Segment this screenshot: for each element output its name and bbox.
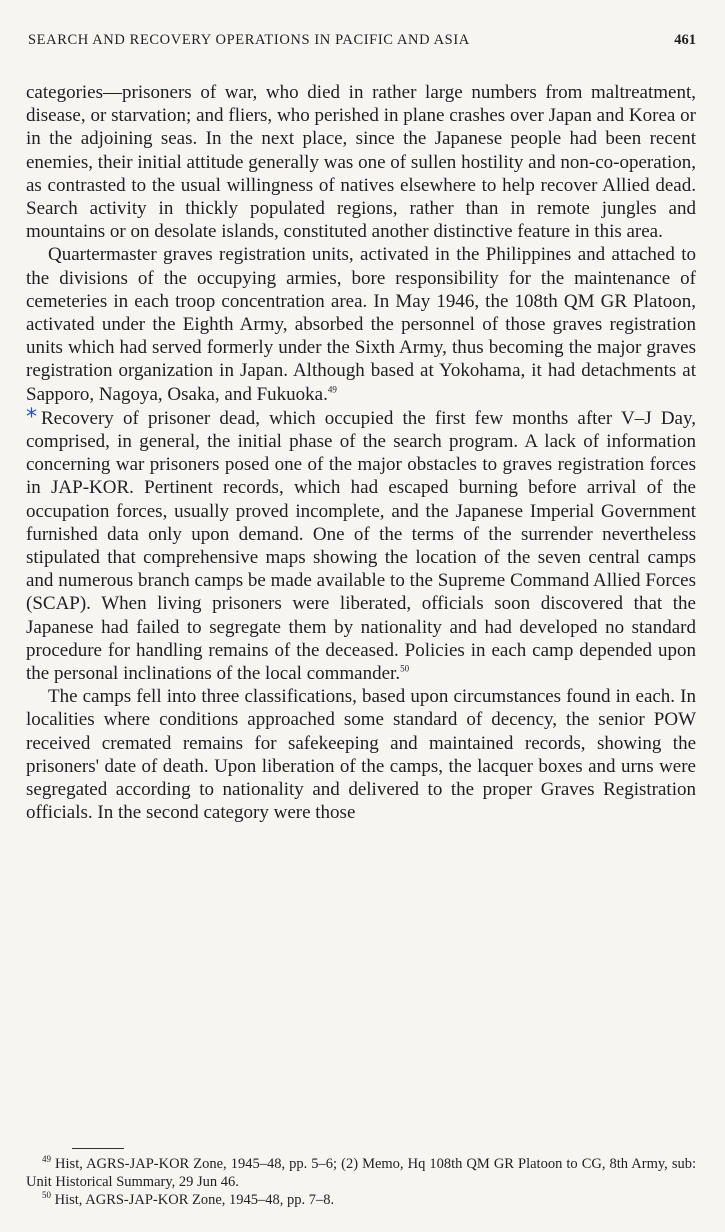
footnote-reference-50[interactable]: 50 (400, 663, 410, 674)
book-page (26, 0, 696, 1232)
body-text (26, 81, 696, 825)
footnote-text: Hist, AGRS-JAP-KOR Zone, 1945–48, pp. 5–6; (2) Memo, Hq 108th QM GR Platoon to CG, 8th Army, sub: Unit Historical Summary, 29 Jun 46. (26, 1156, 697, 1190)
paragraph-text: The camps fell into three classifications, based upon circumstances found in each. In localities where conditions approached some standard of decency, the senior POW received cremated remains for safekeeping and maintained records, showing the prisoners' date of death. Upon liberation of the camps, the lacquer boxes and urns were segregated according to nationality and delivered to the proper Graves Registration officials. In the second category were those (26, 686, 696, 824)
asterisk-annotation-icon: * (26, 404, 37, 430)
footnote-50 (26, 1191, 696, 1209)
footnote-text: Hist, AGRS-JAP-KOR Zone, 1945–48, pp. 7–8. (54, 1192, 335, 1208)
paragraph-graves-units (26, 243, 696, 405)
paragraph-text: Quartermaster graves registration units, activated in the Philippines and attached to the divisions of the occupying armies, bore responsibility for the maintenance of cemeteries in each troop concentration area. In May 1946, the 108th QM GR Platoon, activated under the Eighth Army, absorbed the personnel of those graves registration units which had served formerly under the Sixth Army, thus becoming the major graves registration organization in Japan. Although based at Yokohama, it had detachments at Sapporo, Nagoya, Osaka, and Fukuoka. (26, 244, 696, 405)
footnote-divider (72, 1148, 124, 1149)
footnote-number: 50 (42, 1190, 51, 1201)
running-head-title: SEARCH AND RECOVERY OPERATIONS IN PACIFIC AND ASIA (28, 32, 470, 48)
footnote-number: 49 (42, 1154, 51, 1165)
paragraph-continued (26, 81, 696, 243)
paragraph-camp-classifications (26, 685, 696, 824)
paragraph-prisoner-dead (26, 406, 696, 685)
page-number: 461 (674, 32, 696, 48)
footnote-49 (26, 1155, 696, 1191)
paragraph-text: Recovery of prisoner dead, which occupied the first few months after V–J Day, comprised, in general, the initial phase of the search program. A lack of information concerning war prisoners posed one of the major obstacles to graves registration forces in JAP-KOR. Pertinent records, which had escaped burning before arrival of the occupation forces, usually proved incomplete, and the Japanese Imperial Government furnished data only upon demand. One of the terms of the surrender nevertheless stipulated that comprehensive maps showing the location of the seven central camps and numerous branch camps be made available to the Supreme Command Allied Forces (SCAP). When living prisoners were liberated, officials soon discovered that the Japanese had failed to segregate them by nationality and had developed no standard procedure for handling remains of the deceased. Policies in each camp depended upon the personal inclinations of the local commander. (26, 407, 696, 685)
footnotes (26, 1155, 696, 1209)
footnote-reference-49[interactable]: 49 (327, 384, 337, 395)
paragraph-text: categories—prisoners of war, who died in rather large numbers from maltreatment, disease, or starvation; and fliers, who perished in plane crashes over Japan and Korea or in the adjoining seas. In the next place, since the Japanese people had been recent enemies, their initial attitude generally was one of sullen hostility and non-co-operation, as contrasted to the usual willingness of natives elsewhere to help recover Allied dead. Search activity in thickly populated regions, rather than in remote jungles and mountains or on desolate islands, constituted another distinctive feature in this area. (26, 82, 696, 243)
